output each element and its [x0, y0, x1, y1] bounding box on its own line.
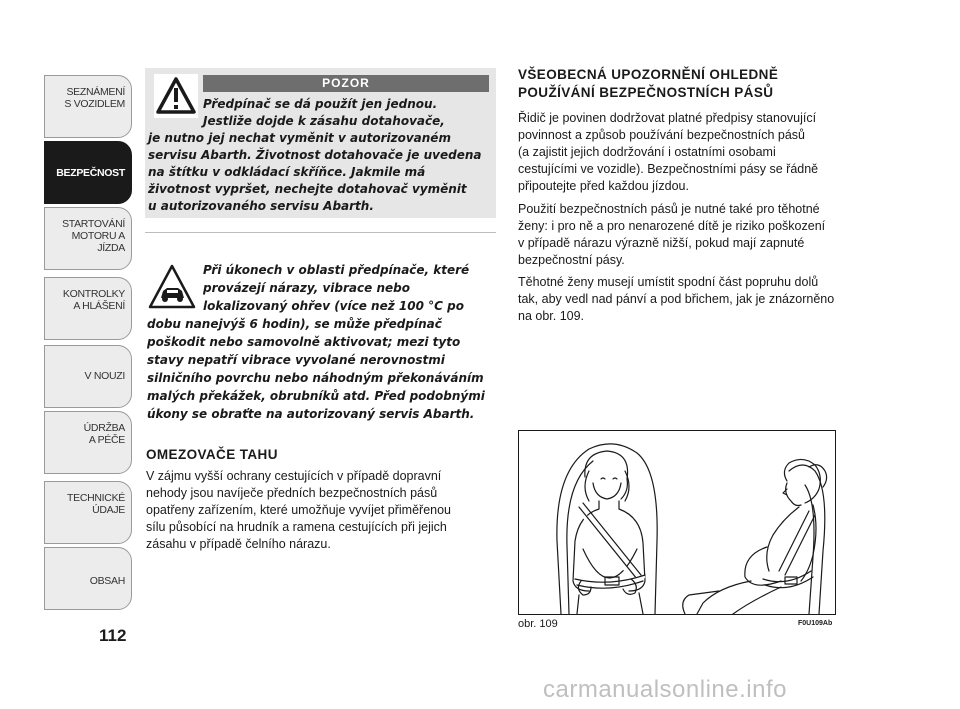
- note-line: lokalizovaný ohřev (více než 100 °C po: [203, 299, 464, 313]
- body-line: v případě nárazu výrazně nižší, pokud mají zapnuté: [518, 236, 805, 250]
- body-line: nehody jsou navíječe předních bezpečnostních pásů: [146, 486, 438, 500]
- tab-kontrolky[interactable]: [44, 277, 132, 340]
- note-line: malých překážek, obrubníků atd. Před podobnými: [147, 389, 485, 403]
- figure-caption: obr. 109: [518, 618, 558, 630]
- warning-line: Předpínač se dá použít jen jednou.: [203, 97, 438, 111]
- note-line: Při úkonech v oblasti předpínače, které: [203, 263, 470, 277]
- pregnant-seatbelt-illustration: [519, 431, 835, 614]
- body-line: Těhotné ženy musejí umístit spodní část popruhu dolů: [518, 275, 819, 289]
- tab-seznameni[interactable]: [44, 75, 132, 138]
- limiters-heading: OMEZOVAČE TAHU: [146, 447, 278, 462]
- tab-bezpecnost[interactable]: [44, 141, 132, 204]
- warning-line: životnost vypršet, nechejte dotahovač vyměnit: [148, 182, 467, 196]
- page-number: 112: [99, 626, 127, 645]
- tab-label: OBSAH: [89, 575, 125, 587]
- body-line: sílu působící na hrudník a ramena cestujících při jejich: [146, 520, 447, 534]
- body-line: (a zajistit jejich dodržování i ostatními osobami: [518, 145, 776, 159]
- body-line: povinnost a způsob používání bezpečnostních pásů: [518, 128, 806, 142]
- general-heading-line: POUŽÍVÁNÍ BEZPEČNOSTNÍCH PÁSŮ: [518, 85, 774, 100]
- warning-line: na štítku v odkládací skříňce. Jakmile má: [148, 165, 426, 179]
- note-line: úkony se obraťte na autorizovaný servis Abarth.: [147, 407, 475, 421]
- body-line: Použití bezpečnostních pásů je nutné také pro těhotné: [518, 202, 820, 216]
- tab-startovani[interactable]: [44, 207, 132, 270]
- tab-v-nouzi[interactable]: [44, 345, 132, 408]
- tab-label: TECHNICKÉ ÚDAJE: [67, 492, 125, 516]
- tab-label: STARTOVÁNÍ MOTORU A JÍZDA: [62, 218, 125, 254]
- note-line: silničního povrchu nebo náhodným překonáváním: [147, 371, 484, 385]
- tab-label: ÚDRŽBA A PÉČE: [83, 422, 125, 446]
- tab-obsah[interactable]: [44, 547, 132, 610]
- car-hazard-icon: [147, 262, 197, 312]
- tab-label: BEZPEČNOST: [56, 167, 125, 179]
- warning-badge: POZOR: [203, 75, 489, 92]
- body-line: připoutejte před každou jízdou.: [518, 179, 689, 193]
- section-divider: [145, 232, 496, 233]
- warning-line: u autorizovaného servisu Abarth.: [148, 199, 374, 213]
- tab-label: V NOUZI: [84, 370, 125, 382]
- warning-line: servisu Abarth. Životnost dotahovače je uvedena: [148, 148, 482, 162]
- body-line: na obr. 109.: [518, 309, 585, 323]
- watermark: carmanualsonline.info: [543, 676, 787, 703]
- body-line: zásahu v případě čelního nárazu.: [146, 537, 331, 551]
- body-line: opatřeny zařízením, které umožňuje vyvíjet přiměřenou: [146, 503, 451, 517]
- body-line: Řidič je povinen dodržovat platné předpisy stanovující: [518, 111, 817, 125]
- body-line: tak, aby vedl nad pánví a pod břichem, jak je znázorněno: [518, 292, 835, 306]
- warning-line: Jestliže dojde k zásahu dotahovače,: [203, 114, 445, 128]
- general-heading-line: VŠEOBECNÁ UPOZORNĚNÍ OHLEDNĚ: [518, 67, 779, 82]
- tab-label: KONTROLKY A HLÁŠENÍ: [62, 288, 125, 312]
- warning-line: je nutno jej nechat vyměnit v autorizovaném: [148, 131, 451, 145]
- body-line: bezpečnostní pásy.: [518, 253, 625, 267]
- body-line: cestujícími ve vozidle). Bezpečnostními pásy se řádně: [518, 162, 819, 176]
- body-line: ženy: i pro ně a pro nenarozené dítě je riziko poškození: [518, 219, 826, 233]
- tab-label: SEZNÁMENÍ S VOZIDLEM: [64, 86, 125, 110]
- note-line: poškodit nebo samovolně aktivovat; mezi tyto: [147, 335, 461, 349]
- note-line: dobu nanejvýš 6 hodin), se může předpínač: [147, 317, 442, 331]
- body-line: V zájmu vyšší ochrany cestujících v případě dopravní: [146, 469, 442, 483]
- figure-code: F0U109Ab: [798, 620, 833, 627]
- tab-technicke-udaje[interactable]: [44, 481, 132, 544]
- warning-triangle-icon: [154, 74, 198, 118]
- note-line: provázejí nárazy, vibrace nebo: [203, 281, 410, 295]
- tab-udrzba[interactable]: [44, 411, 132, 474]
- note-line: stavy nepatří vibrace vyvolané nerovnostmi: [147, 353, 445, 367]
- figure-109: [518, 430, 836, 615]
